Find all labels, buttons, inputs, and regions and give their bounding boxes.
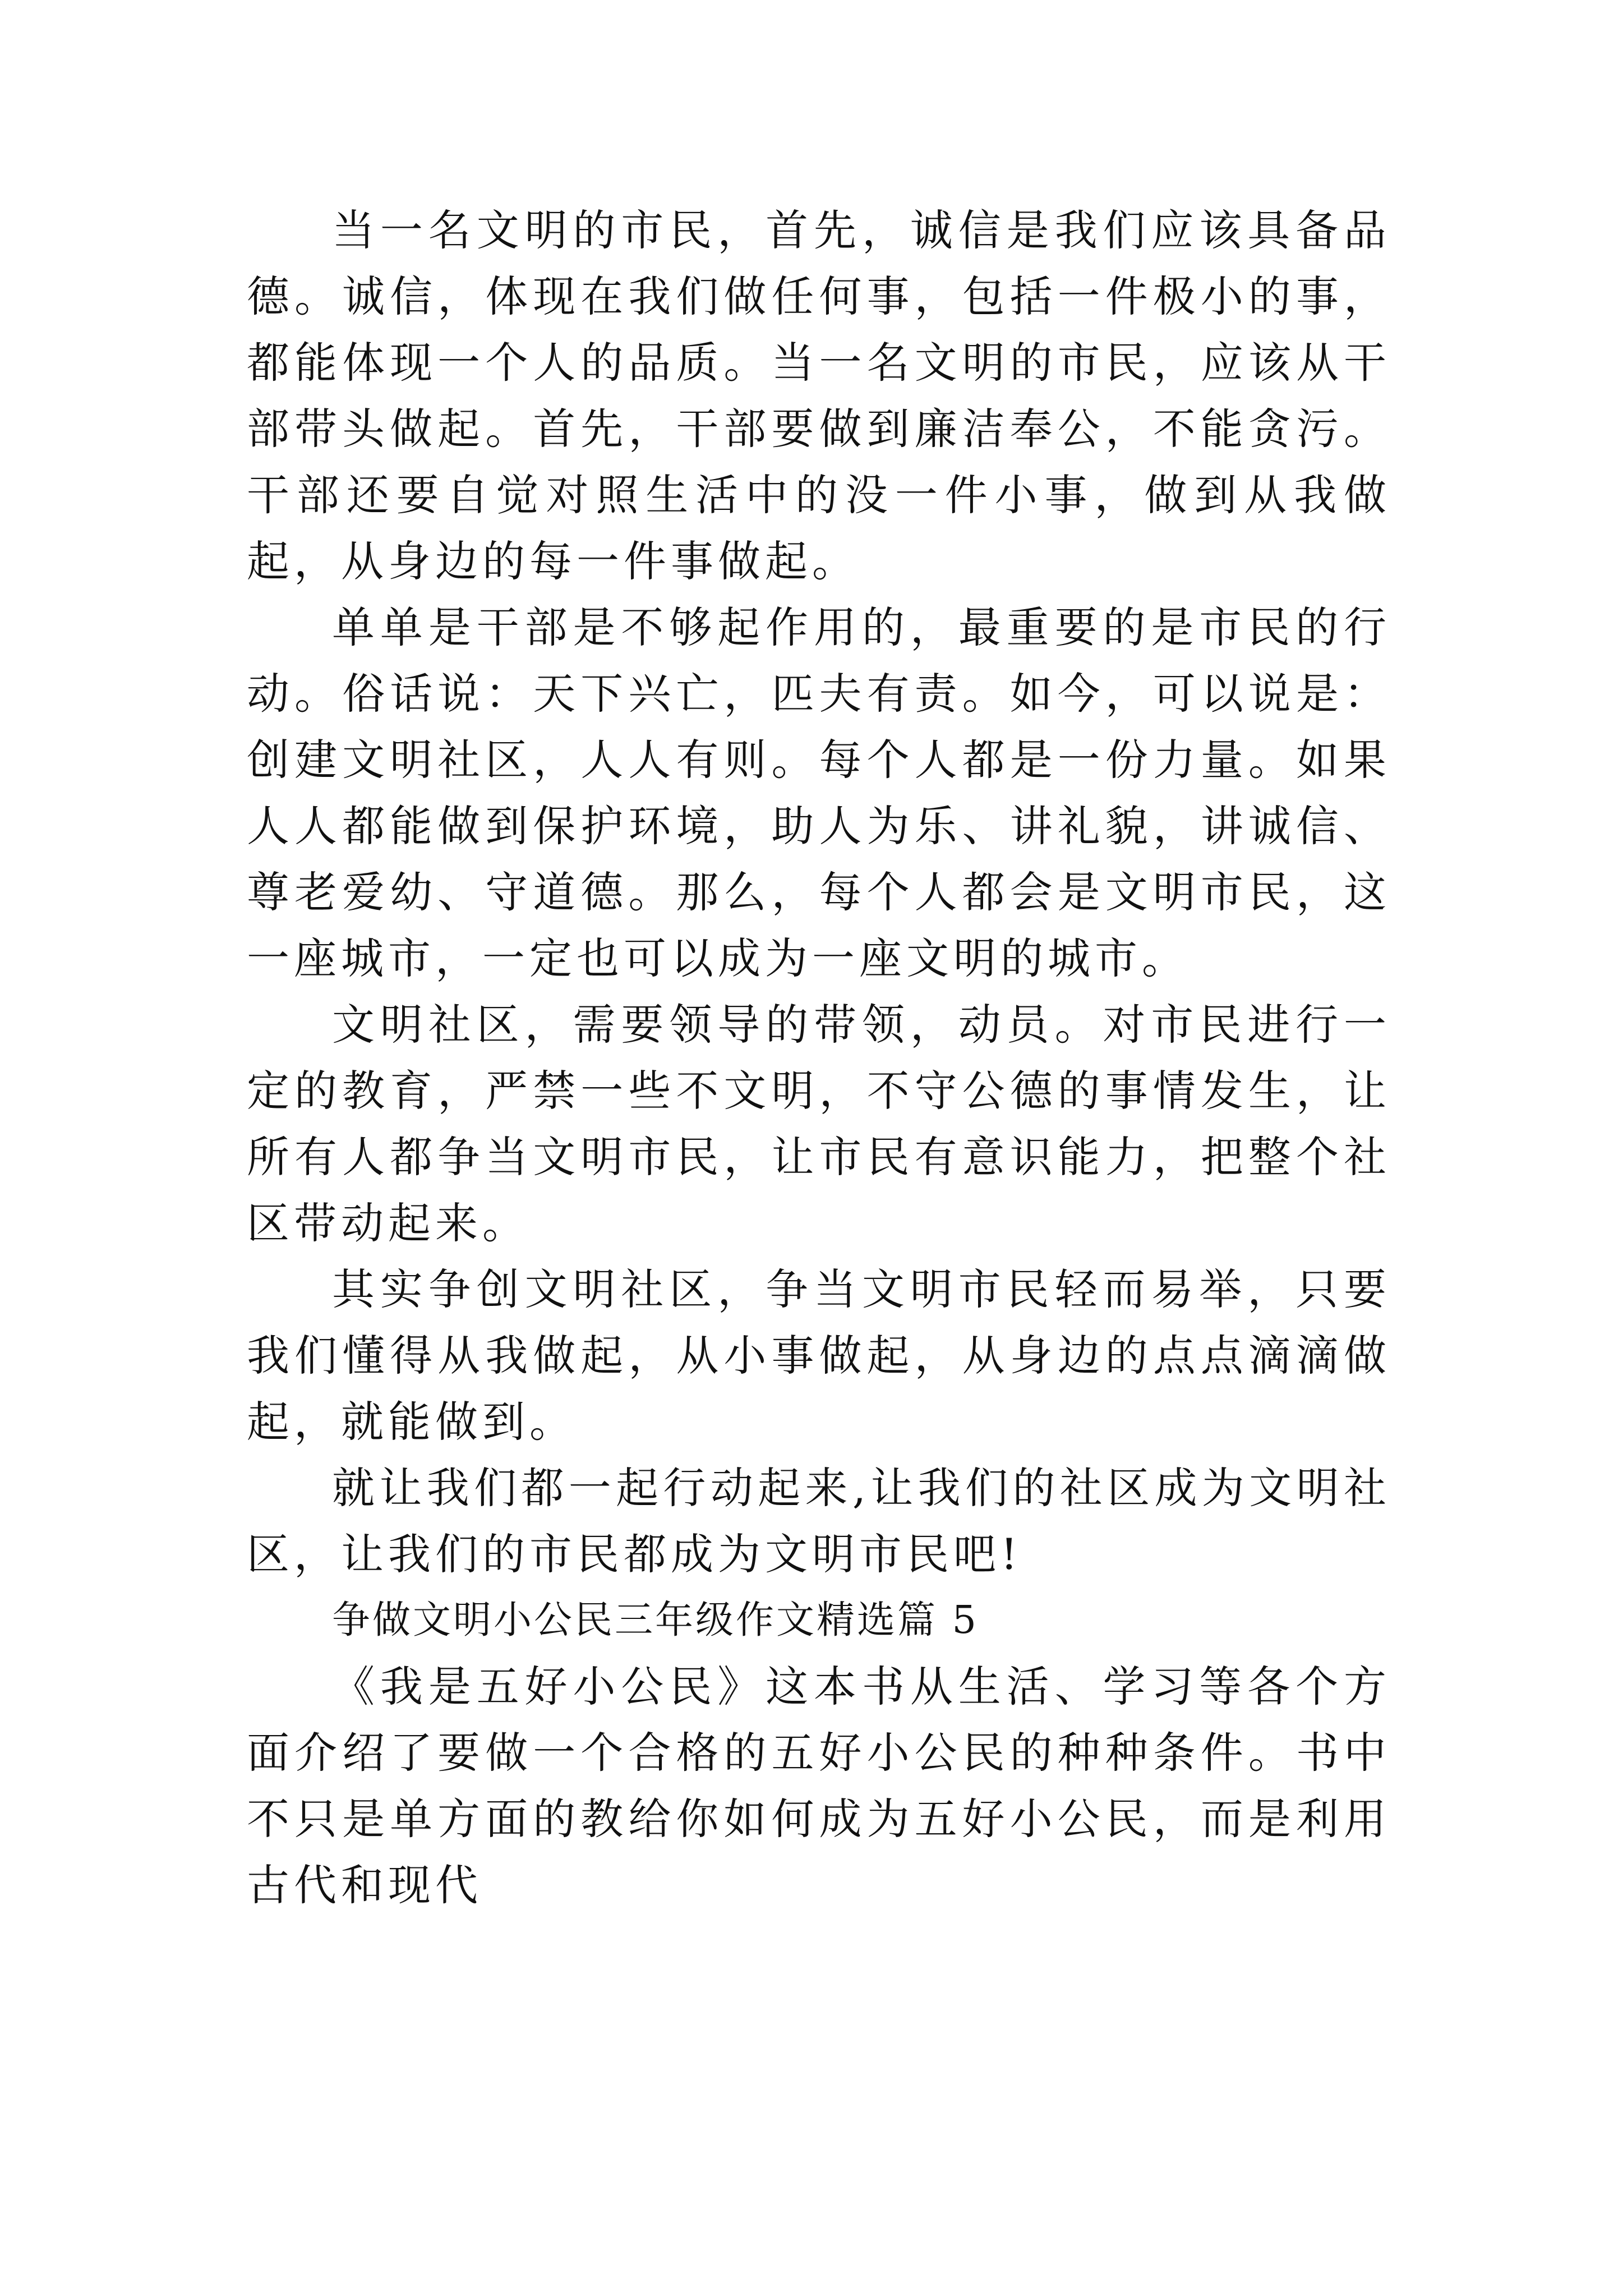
paragraph-4: 其实争创文明社区，争当文明市民轻而易举，只要我们懂得从我做起，从小事做起，从身边的点点滴滴做起，就能做到。 <box>247 1264 1391 1447</box>
paragraph-5: 就让我们都一起行动起来,让我们的社区成为文明社区，让我们的市民都成为文明市民吧! <box>247 1463 1391 1579</box>
paragraph-2: 单单是干部是不够起作用的，最重要的是市民的行动。俗话说：天下兴亡，匹夫有责。如今，可以说是：创建文明社区，人人有则。每个人都是一份力量。如果人人都能做到保护环境，助人为乐、讲礼貌，讲诚信、尊老爱幼、守道德。那么，每个人都会是文明市民，这一座城市，一定也可以成为一座文明的城市。 <box>247 602 1391 983</box>
paragraph-3: 文明社区，需要领导的带领，动员。对市民进行一定的教育，严禁一些不文明，不守公德的事情发生，让所有人都争当文明市民，让市民有意识能力，把整个社区带动起来。 <box>247 1000 1391 1248</box>
paragraph-6: 《我是五好小公民》这本书从生活、学习等各个方面介绍了要做一个合格的五好小公民的种种条件。书中不只是单方面的教给你如何成为五好小公民，而是利用古代和现代 <box>247 1662 1391 1910</box>
paragraph-1: 当一名文明的市民，首先，诚信是我们应该具备品德。诚信，体现在我们做任何事，包括一件极小的事，都能体现一个人的品质。当一名文明的市民，应该从干部带头做起。首先，干部要做到廉洁奉公，不能贪污。干部还要自觉对照生活中的没一件小事，做到从我做起，从身边的每一件事做起。 <box>247 205 1391 586</box>
section-heading: 争做文明小公民三年级作文精选篇 5 <box>332 1598 979 1642</box>
document-body <box>247 197 1391 1918</box>
